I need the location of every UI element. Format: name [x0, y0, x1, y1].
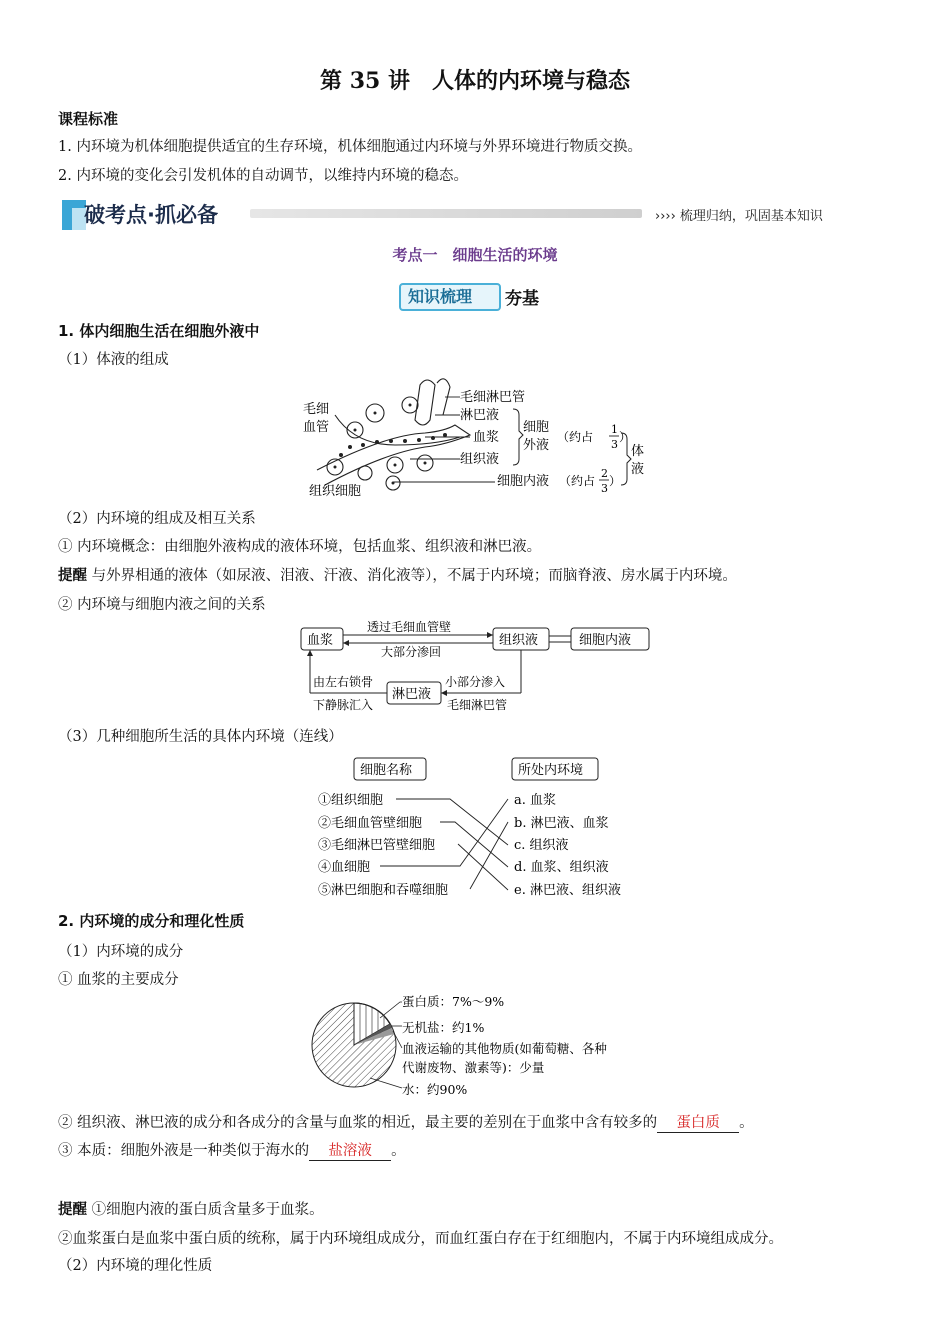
concept-line: ① 内环境概念：由细胞外液构成的液体环境，包括血浆、组织液和淋巴液。 [58, 539, 542, 555]
fig1-about-1: （约占 [557, 430, 594, 444]
fig1-capillary-1: 毛细 [303, 402, 330, 417]
line2-pre: ② 组织液、淋巴液的成分和各成分的含量与血浆的相近，最主要的差别在于血浆中含有较多的 [58, 1115, 658, 1131]
banner-bar [250, 209, 642, 218]
line2 [58, 1111, 754, 1133]
part1-sub1: （1）体液的组成 [58, 352, 169, 368]
part1-sub3: （3）几种细胞所生活的具体内环境（连线） [58, 729, 343, 745]
fig1-close-1: ） [619, 430, 632, 444]
pie-other-1: 血液运输的其他物质(如葡萄糖、各种 [402, 1041, 607, 1056]
line2-post: 。 [739, 1115, 754, 1131]
fig2-lymph: 淋巴液 [392, 687, 432, 702]
page-title: 第 35 讲 人体的内环境与稳态 [320, 68, 630, 94]
fig1-extracellular-2: 外液 [523, 438, 550, 453]
section-heading: 考点一 细胞生活的环境 [392, 246, 558, 264]
pie-water: 水：约90% [402, 1082, 468, 1097]
fig1-extracellular-1: 细胞 [523, 420, 550, 435]
fig1-close-2: ） [609, 474, 622, 488]
fig1-frac2-den: 3 [601, 482, 608, 495]
plasma-pie-figure [310, 990, 650, 1100]
fig3-left-2: ②毛细血管壁细胞 [318, 816, 423, 831]
fig1-capillary-2: 血管 [303, 420, 330, 435]
pie-salt: 无机盐：约1% [402, 1020, 485, 1035]
fig3-right-1: a. 血浆 [514, 793, 557, 808]
relation-figure [295, 620, 655, 715]
fig1-body-fluid-2: 液 [631, 462, 645, 477]
plasma-main-line: ① 血浆的主要成分 [58, 972, 179, 988]
relation-line: ② 内环境与细胞内液之间的关系 [58, 597, 266, 613]
fig3-left-head: 细胞名称 [360, 763, 413, 778]
fig3-left-1: ①组织细胞 [318, 793, 384, 808]
banner-subtitle: ›››› 梳理归纳，巩固基本知识 [655, 209, 823, 224]
fig1-body-fluid-1: 体 [631, 444, 645, 459]
fig2-back: 大部分渗回 [381, 645, 442, 659]
tip2-line2: ②血浆蛋白是血浆中蛋白质的统称，属于内环境组成成分，而血红蛋白存在于红细胞内，不属于内环境组成成分。 [58, 1231, 783, 1247]
fig1-lymph-capillary: 毛细淋巴管 [460, 390, 526, 405]
fig3-right-5: e. 淋巴液、组织液 [514, 883, 621, 898]
line3 [58, 1139, 406, 1161]
fig2-plasma: 血浆 [307, 633, 334, 648]
fig2-left-1: 由左右锁骨 [313, 675, 374, 689]
line3-pre: ③ 本质：细胞外液是一种类似于海水的 [58, 1143, 310, 1159]
part1-sub2: （2）内环境的组成及相互关系 [58, 511, 256, 527]
body-fluid-figure [295, 375, 655, 505]
fig3-right-3: c. 组织液 [514, 838, 569, 853]
matching-figure [310, 752, 640, 902]
fig3-left-4: ④血细胞 [318, 860, 371, 875]
fig1-about-2: （约占 [559, 474, 596, 488]
fig1-frac2-num: 2 [601, 467, 608, 480]
fig3-left-5: ⑤淋巴细胞和吞噬细胞 [318, 883, 449, 898]
part2-heading: 2. 内环境的成分和理化性质 [58, 912, 245, 930]
pie-protein: 蛋白质：7%～9% [402, 994, 505, 1009]
fig3-right-2: b. 淋巴液、血浆 [514, 816, 609, 831]
banner-title: 破考点·抓必备 [84, 203, 218, 227]
standards-heading: 课程标准 [58, 110, 119, 128]
line3-post: 。 [391, 1143, 406, 1159]
fig3-right-4: d. 血浆、组织液 [514, 860, 609, 875]
tip2-line1: ①细胞内液的蛋白质含量多于血浆。 [91, 1202, 324, 1218]
fig2-small: 小部分渗入 [445, 675, 506, 689]
standard-item-1: 1. 内环境为机体细胞提供适宜的生存环境，机体细胞通过内环境与外界环境进行物质交换。 [58, 139, 642, 155]
fig1-plasma: 血浆 [473, 430, 500, 445]
part2-sub1: （1）内环境的成分 [58, 944, 184, 960]
tip2-label: 提醒 [58, 1202, 87, 1218]
fig2-tissue: 组织液 [499, 633, 539, 648]
fig3-right-head: 所处内环境 [518, 763, 584, 778]
part2-sub2: （2）内环境的理化性质 [58, 1258, 213, 1274]
fig1-tissue-fluid: 组织液 [460, 452, 500, 467]
fig1-frac1-num: 1 [611, 423, 618, 436]
tip-label: 提醒 [58, 568, 87, 584]
fig1-lymph: 淋巴液 [460, 408, 500, 423]
knowledge-badge-right: 夯基 [505, 289, 539, 309]
fig2-left-2: 下静脉汇入 [313, 698, 374, 712]
fig2-through: 透过毛细血管壁 [367, 620, 452, 634]
fig1-tissue-cell: 组织细胞 [309, 484, 362, 499]
standard-item-2: 2. 内环境的变化会引发机体的自动调节，以维持内环境的稳态。 [58, 168, 468, 184]
fig1-intracellular: 细胞内液 [497, 474, 550, 489]
answer-salt-solution: 盐溶液 [309, 1139, 391, 1161]
part1-heading: 1. 体内细胞生活在细胞外液中 [58, 322, 260, 340]
answer-protein: 蛋白质 [657, 1111, 739, 1133]
fig3-left-3: ③毛细淋巴管壁细胞 [318, 838, 436, 853]
pie-other-2: 代谢废物、激素等)：少量 [402, 1060, 545, 1075]
fig1-frac1-den: 3 [611, 438, 618, 451]
tip-text: 与外界相通的液体（如尿液、泪液、汗液、消化液等），不属于内环境；而脑脊液、房水属于内环境。 [91, 568, 737, 584]
fig2-intra: 细胞内液 [579, 633, 632, 648]
fig2-lymph-cap: 毛细淋巴管 [447, 698, 508, 712]
knowledge-badge: 知识梳理 [408, 287, 473, 306]
